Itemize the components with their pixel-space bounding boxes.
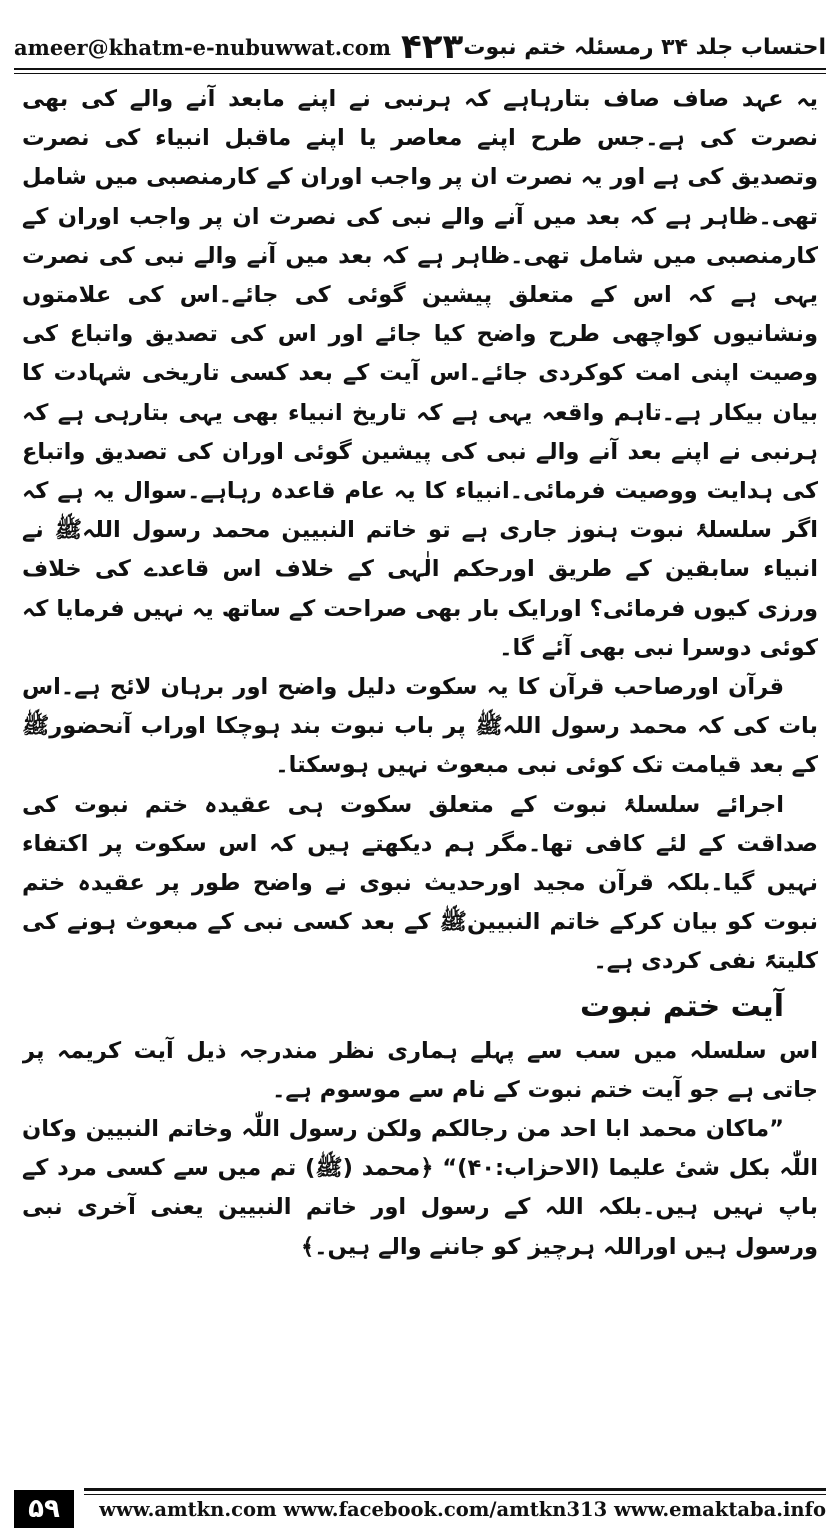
section-heading: آیت ختم نبوت	[579, 988, 784, 1024]
header-book-title: احتساب جلد ۳۴ رمسئلہ ختم نبوت	[463, 35, 826, 60]
page-body	[22, 80, 818, 1476]
verse-quote: ”ماکان محمد ابا احد من رجالکم ولکن رسول اللّٰہ وخاتم النبیین وکان اللّٰہ بکل شیٔ علیما (الاحزاب:۴۰)“ ﴿محمد (ﷺ) تم میں سے کسی مرد کے باپ نہیں ہیں۔بلکہ اللہ کے رسول اور خاتم النبیین یعنی آخری نبی ورسول ہیں اوراللہ ہرچیز کو جاننے والے ہیں۔﴾	[22, 1116, 818, 1260]
body-paragraph-3: اجرائے سلسلۂ نبوت کے متعلق سکوت ہی عقیدہ ختم نبوت کی صداقت کے لئے کافی تھا۔مگر ہم دیکھتے ہیں کہ اس سکوت پر اکتفاء نہیں گیا۔بلکہ قرآن مجید اورحدیث نبوی نے واضح طور پر عقیدہ ختم نبوت کو بیان کرکے خاتم النبیینﷺ کے بعد کسی نبی کے مبعوث ہونے کی کلیتہً نفی کردی ہے۔	[22, 791, 818, 975]
page-footer	[14, 1484, 826, 1528]
body-paragraph-1: یہ عہد صاف صاف بتارہاہے کہ ہرنبی نے اپنے مابعد آنے والے کی بھی نصرت کی ہے۔جس طرح اپنے معاصر یا اپنے ماقبل انبیاء کی نصرت وتصدیق کی ہے اور یہ نصرت ان پر واجب اوران کے کارمنصبی میں شامل تھی۔ظاہر ہے کہ بعد میں آنے والے نبی کی نصرت ان پر واجب اوران کے کارمنصبی میں شامل تھی۔ظاہر ہے کہ بعد میں آنے والے نبی کی نصرت یہی ہے کہ اس کے متعلق پیشین گوئی کی جائے۔اس کی علامتوں ونشانیوں کواچھی طرح واضح کیا جائے اور اس کی تصدیق واتباع کی وصیت اپنی امت کوکردی جائے۔اس آیت کے بعد کسی تاریخی شہادت کا بیان بیکار ہے۔تاہم واقعہ یہی ہے کہ تاریخ انبیاء بھی یہی بتارہی ہے کہ ہرنبی نے اپنے بعد آنے والے نبی کی پیشین گوئی اوران کی تصدیق واتباع کی ہدایت ووصیت فرمائی۔انبیاء کا یہ عام قاعدہ رہاہے۔سوال یہ ہے کہ اگر سلسلۂ نبوت ہنوز جاری ہے تو خاتم النبیین محمد رسول اللہﷺ نے انبیاء سابقین کے طریق اورحکم الٰہی کے خلاف اس قاعدے کی خلاف ورزی کیوں فرمائی؟ اورایک بار بھی صراحت کے ساتھ یہ نہیں فرمایا کہ کوئی دوسرا نبی بھی آئے گا۔	[22, 86, 818, 661]
header-email: ameer@khatm-e-nubuwwat.com	[14, 35, 392, 60]
header-page-number: ۴۲۳	[401, 27, 464, 67]
footer-rule	[84, 1488, 826, 1491]
header-rule-thin	[14, 73, 826, 74]
footer-rule-thin	[84, 1494, 826, 1495]
footer-page-number: ۵۹	[14, 1490, 74, 1528]
body-paragraph-4: اس سلسلہ میں سب سے پہلے ہماری نظر مندرجہ ذیل آیت کریمہ پر جاتی ہے جو آیت ختم نبوت کے نام سے موسوم ہے۔	[22, 1037, 818, 1103]
header-rule	[14, 68, 826, 70]
page-header	[14, 14, 826, 67]
footer-links: www.amtkn.com www.facebook.com/amtkn313 www.emaktaba.info	[99, 1498, 826, 1521]
header-left	[14, 27, 464, 67]
body-paragraph-2: قرآن اورصاحب قرآن کا یہ سکوت دلیل واضح اور برہان لائح ہے۔اس بات کی کہ محمد رسول اللہﷺ پر باب نبوت بند ہوچکا اوراب آنحضورﷺ کے بعد قیامت تک کوئی نبی مبعوث نہیں ہوسکتا۔	[22, 674, 818, 779]
